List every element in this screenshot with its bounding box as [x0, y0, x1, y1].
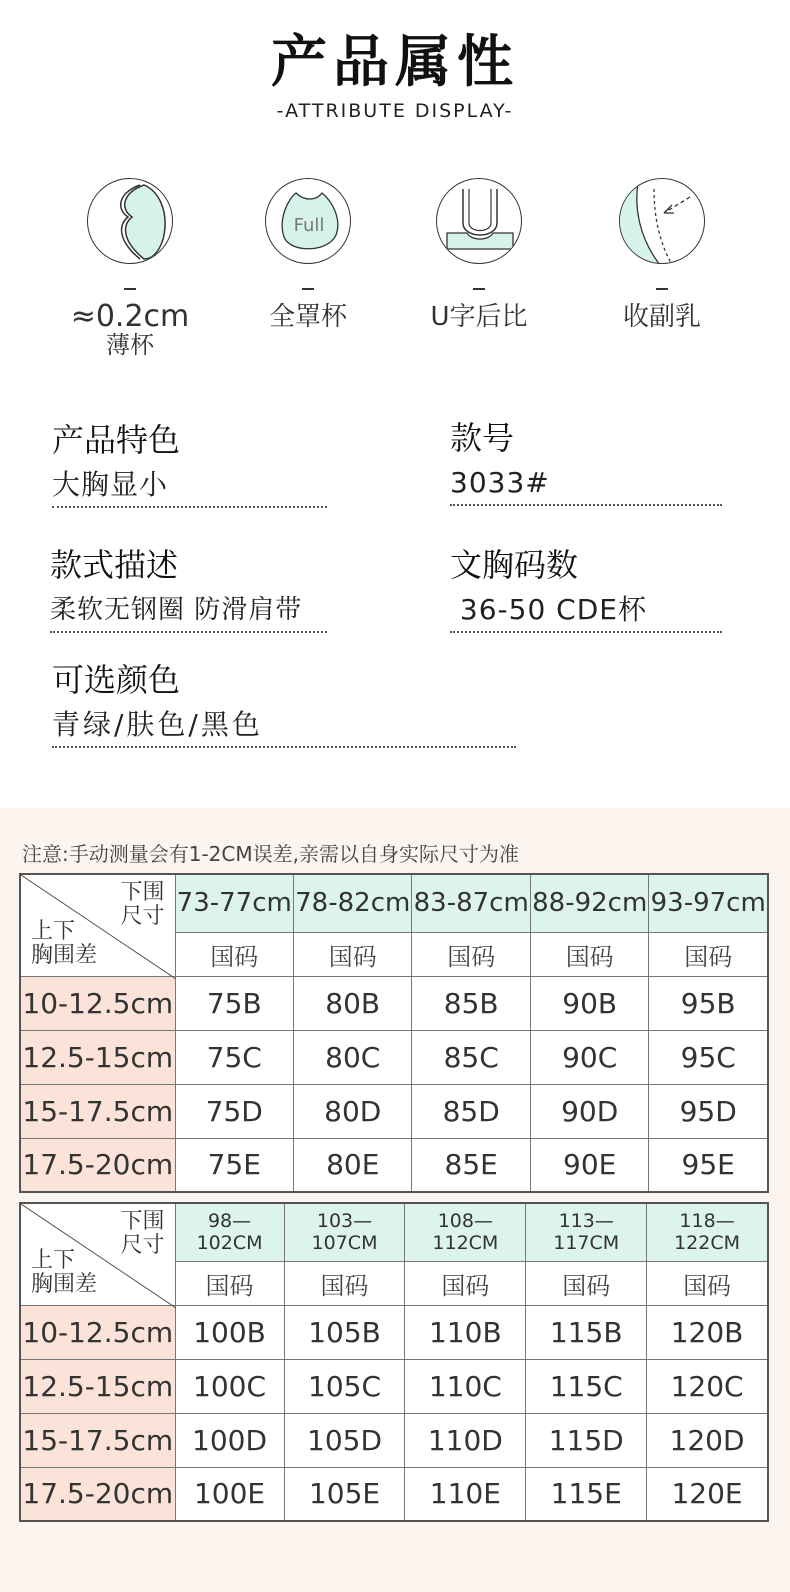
size-standard-label: 国码 — [647, 1261, 768, 1305]
table-row — [20, 1030, 768, 1084]
size-cell: 115E — [526, 1467, 647, 1521]
feature-label: 产品特色 — [52, 421, 181, 459]
table-row — [20, 976, 768, 1030]
color-label: 可选颜色 — [52, 661, 181, 699]
attr-u-back — [404, 178, 554, 332]
divider-dash — [473, 288, 485, 290]
size-cell: 90E — [530, 1138, 648, 1192]
size-standard-label: 国码 — [175, 1261, 284, 1305]
size-cell: 95B — [649, 976, 768, 1030]
size-cell: 120E — [647, 1467, 768, 1521]
size-cell: 90C — [530, 1030, 648, 1084]
size-cell: 75D — [175, 1084, 293, 1138]
size-cell: 120D — [647, 1413, 768, 1467]
bust-diff-label: 17.5-20cm — [20, 1138, 175, 1192]
measurement-note: 注意:手动测量会有1-2CM误差,亲需以自身实际尺寸为准 — [22, 842, 519, 866]
table-corner — [20, 874, 175, 976]
color-value: 青绿/肤色/黑色 — [52, 706, 516, 748]
corner-top-label: 下围 尺寸 — [120, 1209, 165, 1258]
divider-dash — [124, 288, 136, 290]
size-cell: 95D — [649, 1084, 768, 1138]
size-cell: 120B — [647, 1305, 768, 1359]
attr-full-cup — [233, 178, 383, 332]
u-back-icon — [436, 178, 522, 264]
size-cell: 115D — [526, 1413, 647, 1467]
field-size — [450, 545, 722, 633]
bust-diff-label: 15-17.5cm — [20, 1413, 175, 1467]
style-label: 款式描述 — [50, 546, 179, 584]
band-range: 108—112CM — [405, 1203, 526, 1261]
feature-value: 大胸显小 — [52, 466, 327, 508]
size-cell: 100C — [175, 1359, 284, 1413]
thin-cup-icon — [87, 178, 173, 264]
size-cell: 110E — [405, 1467, 526, 1521]
band-range: 73-77cm — [175, 874, 293, 932]
page-subtitle: -ATTRIBUTE DISPLAY- — [276, 100, 514, 122]
size-standard-label: 国码 — [412, 932, 530, 976]
size-cell: 85B — [412, 976, 530, 1030]
bust-diff-label: 12.5-15cm — [20, 1030, 175, 1084]
model-label: 款号 — [450, 419, 515, 457]
full-cup-icon-text: Full — [293, 215, 325, 236]
size-standard-label: 国码 — [175, 932, 293, 976]
corner-top-label: 下围 尺寸 — [120, 880, 165, 929]
field-feature — [52, 420, 327, 508]
size-standard-label: 国码 — [405, 1261, 526, 1305]
size-value: 36-50 CDE杯 — [450, 591, 722, 633]
size-cell: 115B — [526, 1305, 647, 1359]
size-label: 文胸码数 — [450, 546, 579, 584]
attr-label: 收副乳 — [622, 302, 701, 332]
size-cell: 80D — [293, 1084, 411, 1138]
attr-label: ≈0.2cm — [70, 299, 190, 334]
table-row — [20, 1305, 768, 1359]
size-cell: 85E — [412, 1138, 530, 1192]
page-title: 产品属性 — [271, 30, 519, 95]
table-row — [20, 1359, 768, 1413]
size-cell: 100D — [175, 1413, 284, 1467]
attr-label: 全罩杯 — [268, 302, 347, 332]
size-cell: 110D — [405, 1413, 526, 1467]
bust-diff-label: 10-12.5cm — [20, 1305, 175, 1359]
size-cell: 115C — [526, 1359, 647, 1413]
size-cell: 80C — [293, 1030, 411, 1084]
table-corner — [20, 1203, 175, 1305]
band-range: 83-87cm — [412, 874, 530, 932]
size-chart-section — [0, 808, 790, 1592]
attr-label: U字后比 — [430, 302, 528, 332]
size-cell: 75E — [175, 1138, 293, 1192]
size-standard-label: 国码 — [526, 1261, 647, 1305]
size-table-1 — [19, 873, 769, 1193]
table-row — [20, 1467, 768, 1521]
size-cell: 80B — [293, 976, 411, 1030]
style-value: 柔软无钢圈 防滑肩带 — [50, 591, 327, 633]
size-cell: 105B — [284, 1305, 405, 1359]
size-standard-label: 国码 — [284, 1261, 405, 1305]
field-style — [50, 545, 327, 633]
size-cell: 90B — [530, 976, 648, 1030]
band-range: 88-92cm — [530, 874, 648, 932]
corner-bottom-label: 上下 胸围差 — [31, 918, 98, 968]
band-range: 103—107CM — [284, 1203, 405, 1261]
size-standard-label: 国码 — [530, 932, 648, 976]
size-cell: 90D — [530, 1084, 648, 1138]
bust-diff-label: 10-12.5cm — [20, 976, 175, 1030]
table-row — [20, 1138, 768, 1192]
band-range: 118—122CM — [647, 1203, 768, 1261]
attr-side-gather — [587, 178, 737, 332]
size-cell: 105C — [284, 1359, 405, 1413]
size-table-2 — [19, 1202, 769, 1522]
bust-diff-label: 15-17.5cm — [20, 1084, 175, 1138]
table-row — [20, 1084, 768, 1138]
size-standard-label: 国码 — [649, 932, 768, 976]
size-cell: 100B — [175, 1305, 284, 1359]
bust-diff-label: 17.5-20cm — [20, 1467, 175, 1521]
bust-diff-label: 12.5-15cm — [20, 1359, 175, 1413]
full-cup-icon — [265, 178, 351, 264]
band-range: 78-82cm — [293, 874, 411, 932]
size-cell: 105D — [284, 1413, 405, 1467]
size-cell: 75B — [175, 976, 293, 1030]
size-standard-label: 国码 — [293, 932, 411, 976]
table-row — [20, 1413, 768, 1467]
divider-dash — [656, 288, 668, 290]
size-cell: 110C — [405, 1359, 526, 1413]
size-cell: 105E — [284, 1467, 405, 1521]
size-cell: 100E — [175, 1467, 284, 1521]
attr-thin-cup — [55, 178, 205, 358]
size-cell: 80E — [293, 1138, 411, 1192]
size-cell: 75C — [175, 1030, 293, 1084]
size-cell: 110B — [405, 1305, 526, 1359]
attr-sublabel: 薄杯 — [106, 331, 154, 359]
field-color — [52, 660, 516, 748]
field-model — [450, 418, 722, 506]
corner-bottom-label: 上下 胸围差 — [31, 1247, 98, 1297]
side-gather-icon — [619, 178, 705, 264]
size-cell: 85D — [412, 1084, 530, 1138]
model-value: 3033# — [450, 464, 722, 506]
size-cell: 120C — [647, 1359, 768, 1413]
size-cell: 95C — [649, 1030, 768, 1084]
band-range: 98—102CM — [175, 1203, 284, 1261]
divider-dash — [302, 288, 314, 290]
size-cell: 85C — [412, 1030, 530, 1084]
size-cell: 95E — [649, 1138, 768, 1192]
band-range: 93-97cm — [649, 874, 768, 932]
band-range: 113—117CM — [526, 1203, 647, 1261]
